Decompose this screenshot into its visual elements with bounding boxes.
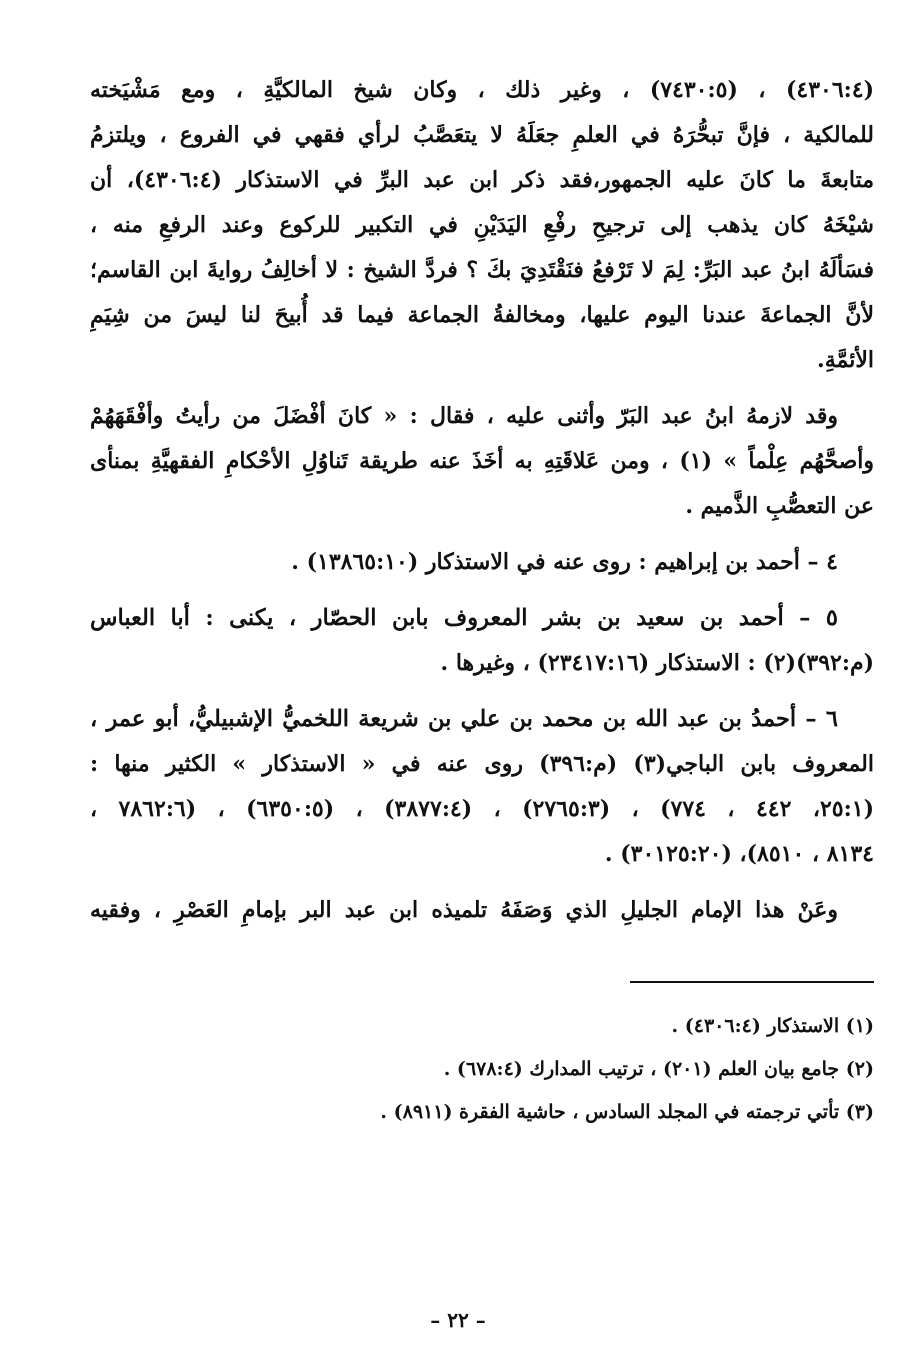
footnotes (90, 1005, 874, 1134)
text-line: شيْخَهُ كان يذهب إلى ترجيحِ رفْعِ اليَدَيْنِ في التكبير للركوع وعند الرفعِ منه ، (90, 212, 874, 238)
text-line: للمالكية ، فإنَّ تبحُّرَهُ في العلمِ جعَلَهُ لا يتعَصَّبُ لرأي فقهي في الفروع ، ويلتزمُ (90, 122, 874, 148)
body-text (90, 68, 874, 933)
text-line: وعَنْ هذا الإمام الجليلِ الذي وَصَفَهُ تلميذه ابن عبد البر بإمامِ العَصْرِ ، وفقيه (90, 897, 838, 923)
footnote-divider (630, 981, 874, 983)
footnote: (٣) تأتي ترجمته في المجلد السادس ، حاشية الفقرة (٨٩١١) . (380, 1101, 874, 1123)
text-line: وأصحَّهُم عِلْماً » (١) ، ومن عَلاقَتِهِ به أخَذَ عنه طريقة تَناوُلِ الأحْكامِ الفقهيَّةِ بمنأى (90, 448, 874, 474)
text-line: ٨١٣٤ ، ٨٥١٠)، (٣٠١٢٥:٢٠) . (604, 841, 874, 867)
text-line: فسَألَهُ ابنُ عبد البَرِّ: لِمَ لا تَرْفعُ فنَقْتَدِيَ بكَ ؟ فردَّ الشيخ : لا أخالِفُ روايةَ ابن القاسم؛ (90, 257, 874, 283)
biography-entry-4 (90, 540, 874, 585)
page-number: – ٢٢ – (430, 1308, 486, 1332)
text-line: عن التعصُّبِ الذَّميم . (685, 493, 874, 519)
text-line: وقد لازمهُ ابنُ عبد البَرّ وأثنى عليه ، فقال : « كانَ أفْضَلَ من رأيتُ وأفْقَهَهُمْ (90, 403, 838, 429)
entry-heading: المعروف بابن الباجي(٣) (633, 751, 874, 777)
biography-entry-5: ٥ – أحمد بن سعيد بن بشر المعروف بابن الحصّار ، يكنى : أبا العباس (90, 605, 838, 631)
text-line (90, 742, 874, 787)
footnote: (١) الاستذكار (٤٣٠٦:٤) . (671, 1015, 874, 1037)
footnote: (٢) جامع بيان العلم (٢٠١) ، ترتيب المدارك (٦٧٨:٤) . (443, 1058, 874, 1080)
text-line: (٤٣٠٦:٤) ، (٧٤٣٠:٥) ، وغير ذلك ، وكان شيخ المالكيَّةِ ، ومع مَشْيَخته (90, 77, 874, 103)
text-line: (٢٥:١، ٤٤٢ ، ٧٧٤) ، (٢٧٦٥:٣) ، (٣٨٧٧:٤) ، (٦٣٥٠:٥) ، (٧٨٦٢:٦ ، (90, 796, 874, 822)
text-line: لأنَّ الجماعةَ عندنا اليوم عليها، ومخالفةُ الجماعة فيما قد أُبيحَ لنا ليسَ من شِيَمِ (90, 302, 874, 328)
text-line: الأئمَّةِ. (817, 347, 874, 373)
biography-entry-6: ٦ – أحمدُ بن عبد الله بن محمد بن علي بن شريعة اللخميُّ الإشبيليُّ، أبو عمر ، (90, 706, 838, 732)
entry-text: روى عنه في الاستذكار (١٣٨٦٥:١٠) . (291, 549, 639, 575)
entry-text: (م:٣٩٦) روى عنه في « الاستذكار » الكثير منها : (90, 751, 634, 777)
text-line: (م:٣٩٢)(٢) : الاستذكار (٢٣٤١٧:١٦) ، وغيرها . (440, 650, 874, 676)
entry-heading: ٤ – أحمد بن إبراهيم : (638, 549, 838, 575)
text-line: متابعةَ ما كانَ عليه الجمهور،فقد ذكر ابن عبد البرِّ في الاستذكار (٤٣٠٦:٤)، أن (90, 167, 874, 193)
